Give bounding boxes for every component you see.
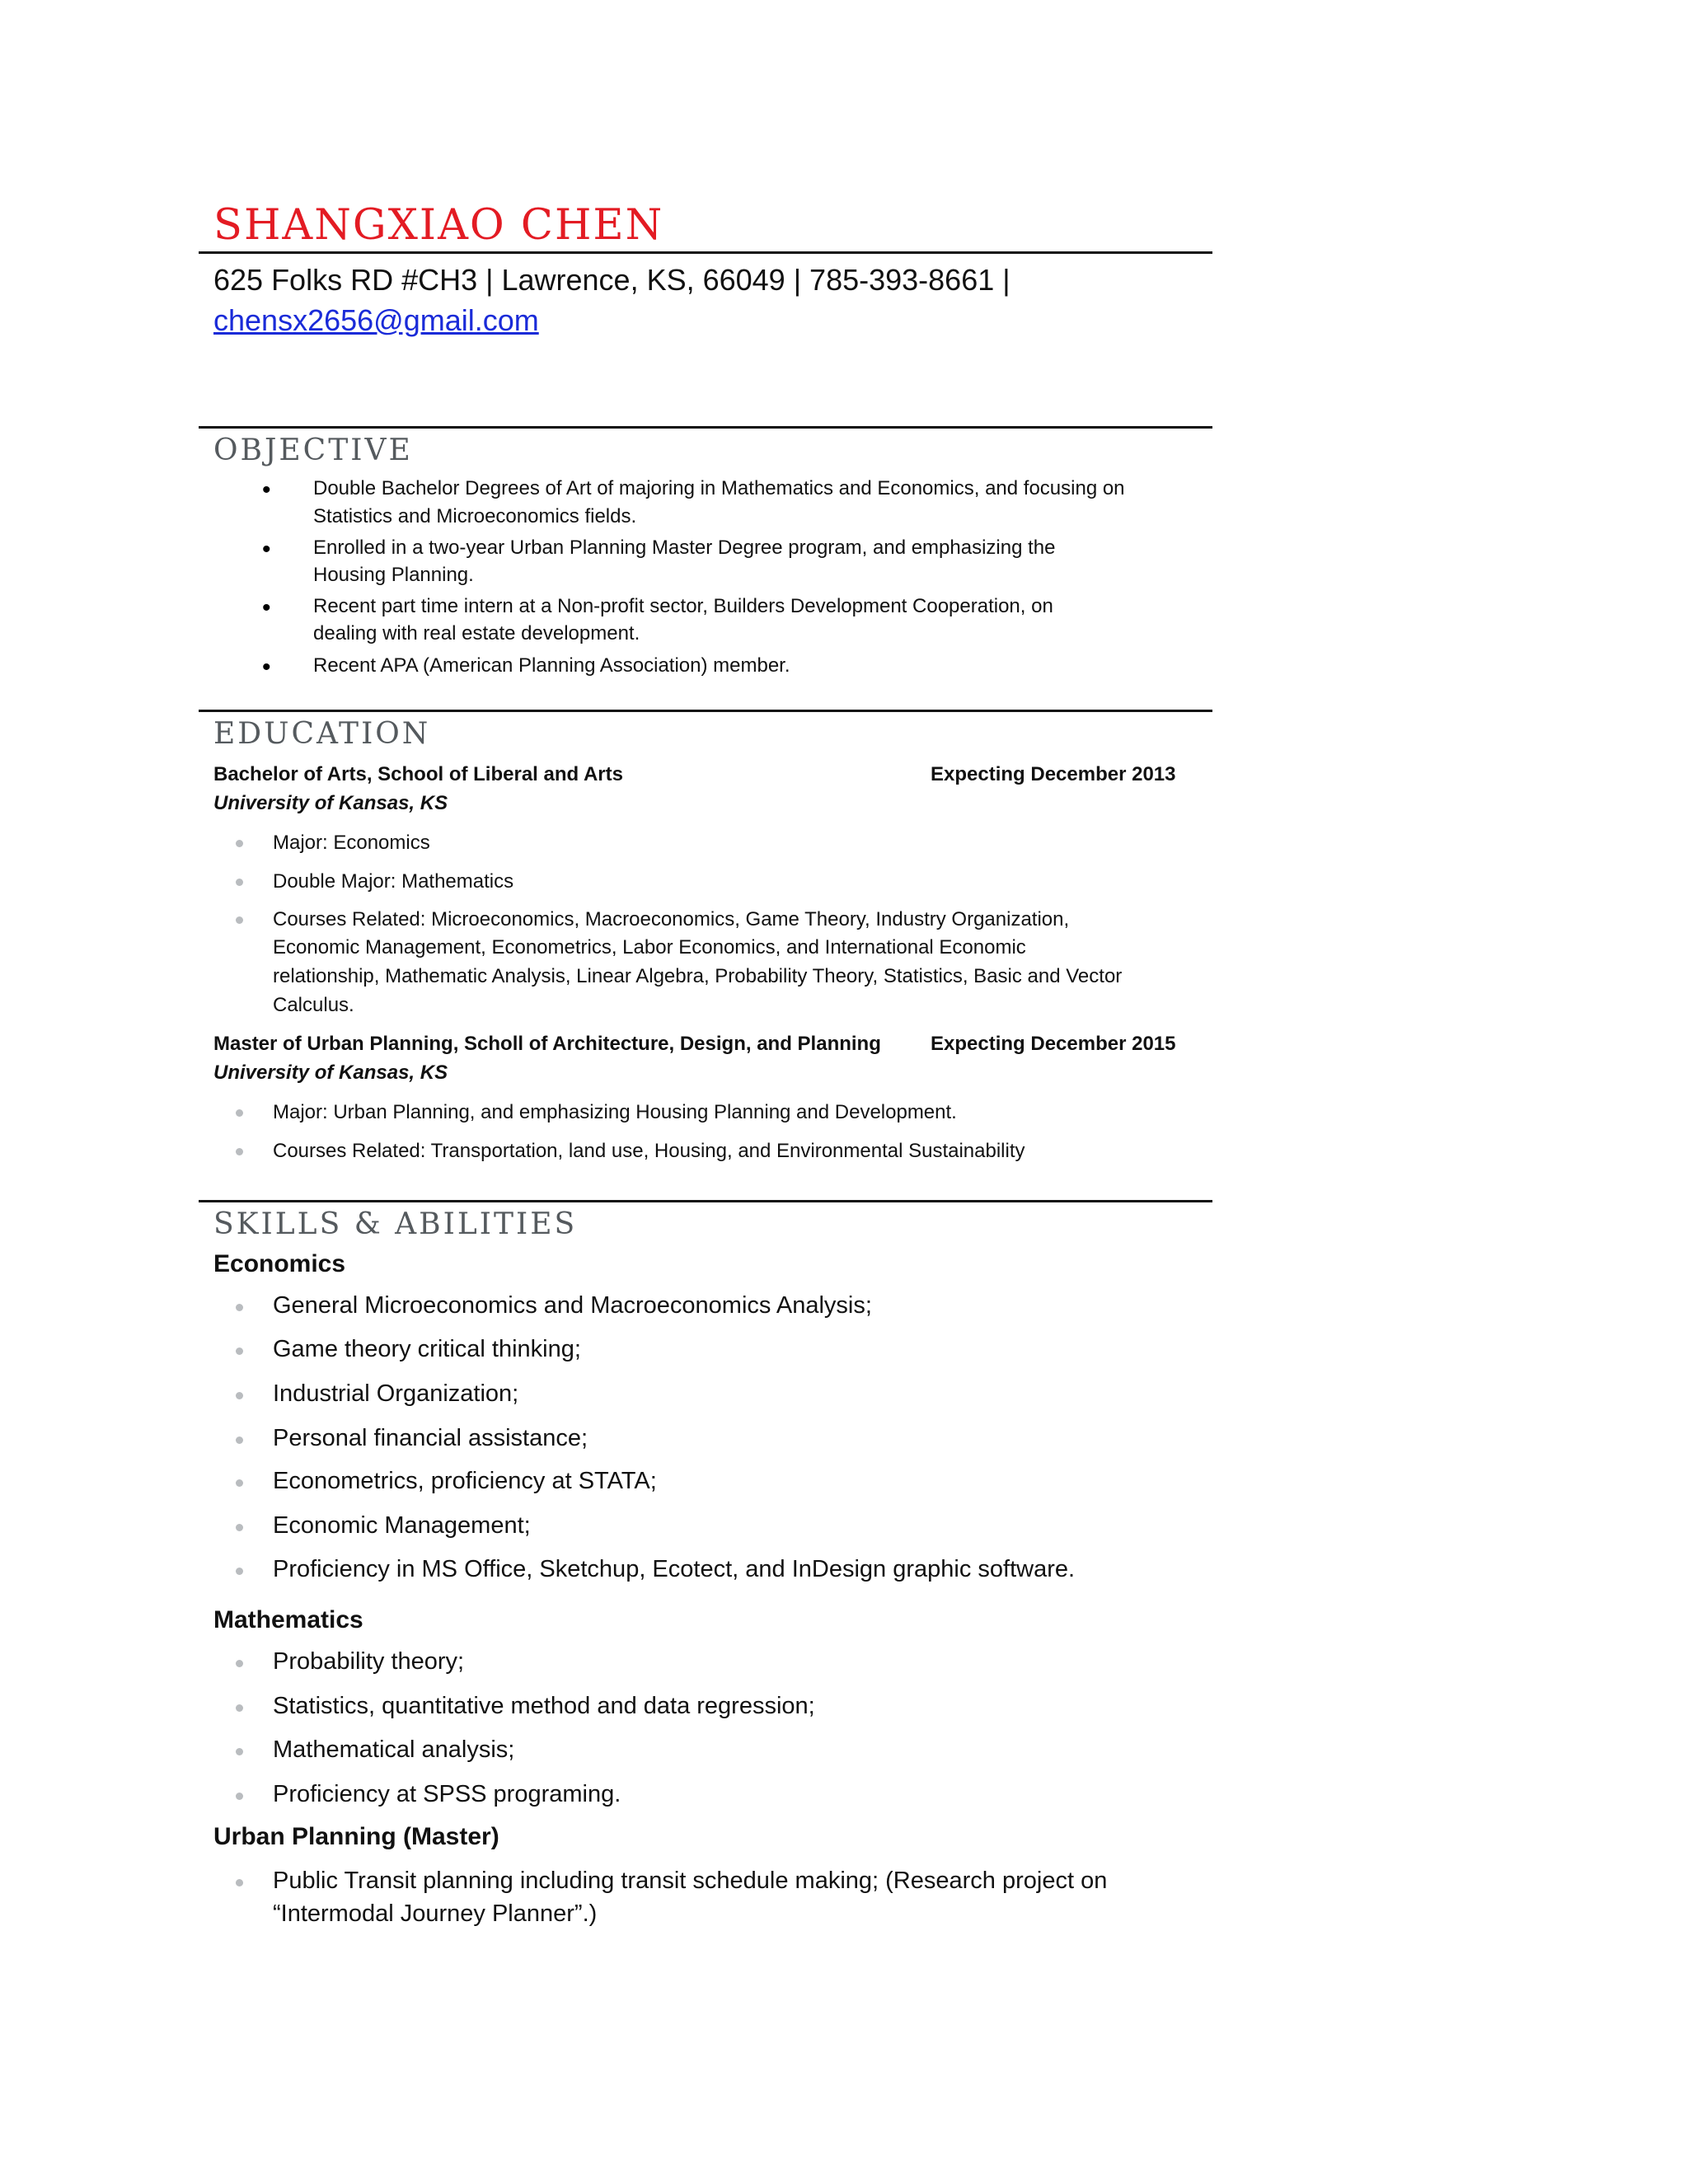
objective-item-4-line-1: Recent APA (American Planning Association) member. (313, 654, 790, 677)
skill-econ-4: Personal financial assistance; (273, 1425, 588, 1451)
skill-econ-7: Proficiency in MS Office, Sketchup, Ecotect, and InDesign graphic software. (273, 1556, 1076, 1582)
education-heading: EDUCATION (213, 717, 431, 751)
bullet-dot (236, 1392, 243, 1399)
bullet-dot (236, 1568, 243, 1575)
skill-math-3: Mathematical analysis; (273, 1736, 515, 1763)
bullet-dot (236, 1436, 243, 1444)
candidate-name: SHANGXIAO CHEN (213, 201, 664, 250)
objective-bullet: • (262, 476, 271, 504)
bullet-dot (236, 1479, 243, 1487)
bullet-dot (236, 916, 243, 924)
edu-bachelor-item-1: Major: Economics (273, 832, 430, 854)
skill-group-urban-planning: Urban Planning (Master) (213, 1823, 499, 1850)
header-divider (199, 251, 1212, 254)
skill-math-4: Proficiency at SPSS programing. (273, 1781, 621, 1807)
skills-divider (199, 1200, 1212, 1202)
objective-item-3-line-1: Recent part time intern at a Non-profit sector, Builders Development Cooperation, on (313, 595, 1053, 617)
bullet-dot (236, 1148, 243, 1155)
skill-urban-1-line-2: “Intermodal Journey Planner”.) (273, 1900, 598, 1927)
skill-math-1: Probability theory; (273, 1648, 465, 1675)
objective-item-3-line-2: dealing with real estate development. (313, 622, 640, 644)
bullet-dot (236, 1524, 243, 1531)
edu-date-master: Expecting December 2015 (931, 1033, 1176, 1055)
skill-urban-1-line-1: Public Transit planning including transit schedule making; (Research project on (273, 1868, 1108, 1894)
objective-item-2-line-1: Enrolled in a two-year Urban Planning Master Degree program, and emphasizing the (313, 537, 1056, 559)
edu-bachelor-item-3-line-1: Courses Related: Microeconomics, Macroeconomics, Game Theory, Industry Organization, (273, 908, 1070, 930)
skill-econ-3: Industrial Organization; (273, 1380, 519, 1407)
edu-degree-master: Master of Urban Planning, Scholl of Architecture, Design, and Planning (213, 1033, 881, 1055)
education-divider (199, 710, 1212, 712)
edu-bachelor-item-2: Double Major: Mathematics (273, 870, 514, 893)
contact-line: 625 Folks RD #CH3 | Lawrence, KS, 66049 | 785-393-8661 | (213, 263, 1010, 297)
skill-group-mathematics: Mathematics (213, 1606, 363, 1633)
skill-group-economics: Economics (213, 1250, 346, 1277)
edu-date-bachelor: Expecting December 2013 (931, 763, 1176, 785)
skill-econ-6: Economic Management; (273, 1512, 531, 1539)
skill-econ-2: Game theory critical thinking; (273, 1336, 581, 1362)
skill-math-2: Statistics, quantitative method and data regression; (273, 1693, 815, 1719)
edu-school-master: University of Kansas, KS (213, 1062, 448, 1084)
bullet-dot (236, 840, 243, 847)
skill-econ-5: Econometrics, proficiency at STATA; (273, 1468, 657, 1494)
edu-bachelor-item-3-line-3: relationship, Mathematic Analysis, Linear Algebra, Probability Theory, Statistics, Basic and Vector (273, 965, 1123, 987)
skill-econ-1: General Microeconomics and Macroeconomics Analysis; (273, 1292, 872, 1319)
skills-heading: SKILLS & ABILITIES (213, 1207, 578, 1241)
bullet-dot (236, 1660, 243, 1667)
edu-master-item-1: Major: Urban Planning, and emphasizing Housing Planning and Development. (273, 1101, 957, 1123)
objective-heading: OBJECTIVE (213, 434, 413, 467)
objective-divider (199, 426, 1212, 429)
bullet-dot (236, 879, 243, 886)
objective-bullet: • (262, 536, 271, 563)
bullet-dot (236, 1879, 243, 1886)
bullet-dot (236, 1704, 243, 1712)
bullet-dot (236, 1304, 243, 1311)
edu-school-bachelor: University of Kansas, KS (213, 792, 448, 814)
edu-bachelor-item-3-line-2: Economic Management, Econometrics, Labor Economics, and International Economic (273, 936, 1026, 958)
objective-bullet: • (262, 594, 271, 621)
email-link[interactable]: chensx2656@gmail.com (213, 303, 539, 337)
edu-master-item-2: Courses Related: Transportation, land use, Housing, and Environmental Sustainability (273, 1140, 1025, 1162)
objective-bullet: • (262, 654, 271, 681)
objective-item-1-line-1: Double Bachelor Degrees of Art of majoring in Mathematics and Economics, and focusing on (313, 477, 1125, 499)
edu-degree-bachelor: Bachelor of Arts, School of Liberal and Arts (213, 763, 623, 785)
objective-item-1-line-2: Statistics and Microeconomics fields. (313, 505, 637, 527)
objective-item-2-line-2: Housing Planning. (313, 564, 474, 586)
bullet-dot (236, 1109, 243, 1117)
bullet-dot (236, 1793, 243, 1800)
bullet-dot (236, 1748, 243, 1755)
bullet-dot (236, 1347, 243, 1355)
edu-bachelor-item-3-line-4: Calculus. (273, 994, 354, 1016)
